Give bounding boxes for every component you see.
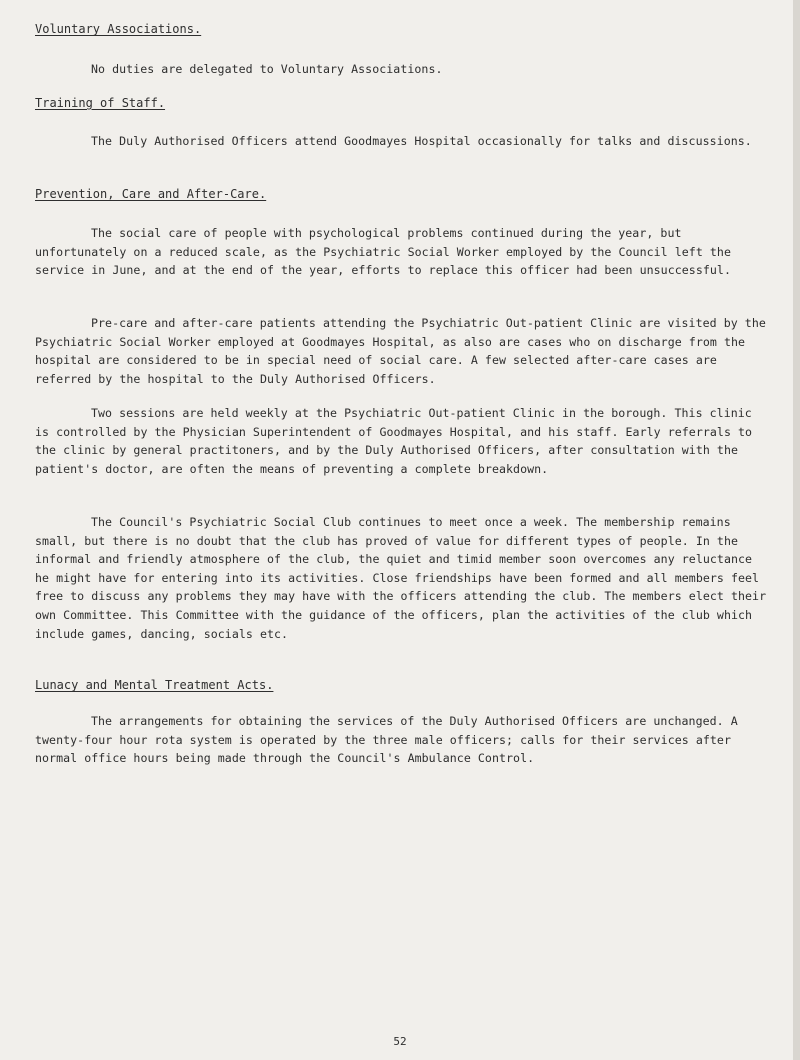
paragraph-arrangements: The arrangements for obtaining the services of the Duly Authorised Officers are unchanged. A twenty-four hour rota system is operated by the three male officers; calls for their services after normal office hours being made through the Council's Ambulance Control. (35, 714, 738, 766)
page-edge (793, 0, 800, 1060)
heading-voluntary-associations: Voluntary Associations. (35, 22, 202, 36)
paragraph-training-of-staff: The Duly Authorised Officers attend Goodmayes Hospital occasionally for talks and discussions. (91, 134, 752, 148)
paragraph-clinic-sessions: Two sessions are held weekly at the Psychiatric Out-patient Clinic in the borough. This clinic is controlled by the Physician Superintendent of Goodmayes Hospital, and his staff. Early referrals to the clinic by general practitoners, and by the Duly Authorised Officers, after consultation with the patient's doctor, are often the means of preventing a complete breakdown. (35, 406, 753, 476)
page-number: 52 (393, 1035, 407, 1048)
heading-lunacy-acts: Lunacy and Mental Treatment Acts. (35, 678, 274, 692)
heading-prevention-care: Prevention, Care and After-Care. (35, 187, 267, 201)
paragraph-voluntary-associations: No duties are delegated to Voluntary Associations. (91, 62, 443, 76)
heading-training-of-staff: Training of Staff. (35, 96, 166, 110)
paragraph-social-care: The social care of people with psychological problems continued during the year, but unfortunately on a reduced scale, as the Psychiatric Social Worker employed by the Council left the service in June, and at the end of the year, efforts to replace this officer had been unsuccessful. (35, 226, 731, 278)
paragraph-pre-care: Pre-care and after-care patients attending the Psychiatric Out-patient Clinic are visited by the Psychiatric Social Worker employed at Goodmayes Hospital, as also are cases who on discharge from the hospital are considered to be in special need of social care. A few selected after-care cases are referred by the hospital to the Duly Authorised Officers. (35, 316, 766, 386)
paragraph-social-club: The Council's Psychiatric Social Club continues to meet once a week. The membership remains small, but there is no doubt that the club has proved of value for different types of people. In the informal and friendly atmosphere of the club, the quiet and timid member soon overcomes any reluctance he might have for entering into its activities. Close friendships have been formed and all members feel free to discuss any problems they may have with the officers attending the club. The members elect their own Committee. This Committee with the guidance of the officers, plan the activities of the club which include games, dancing, socials etc. (35, 515, 767, 641)
